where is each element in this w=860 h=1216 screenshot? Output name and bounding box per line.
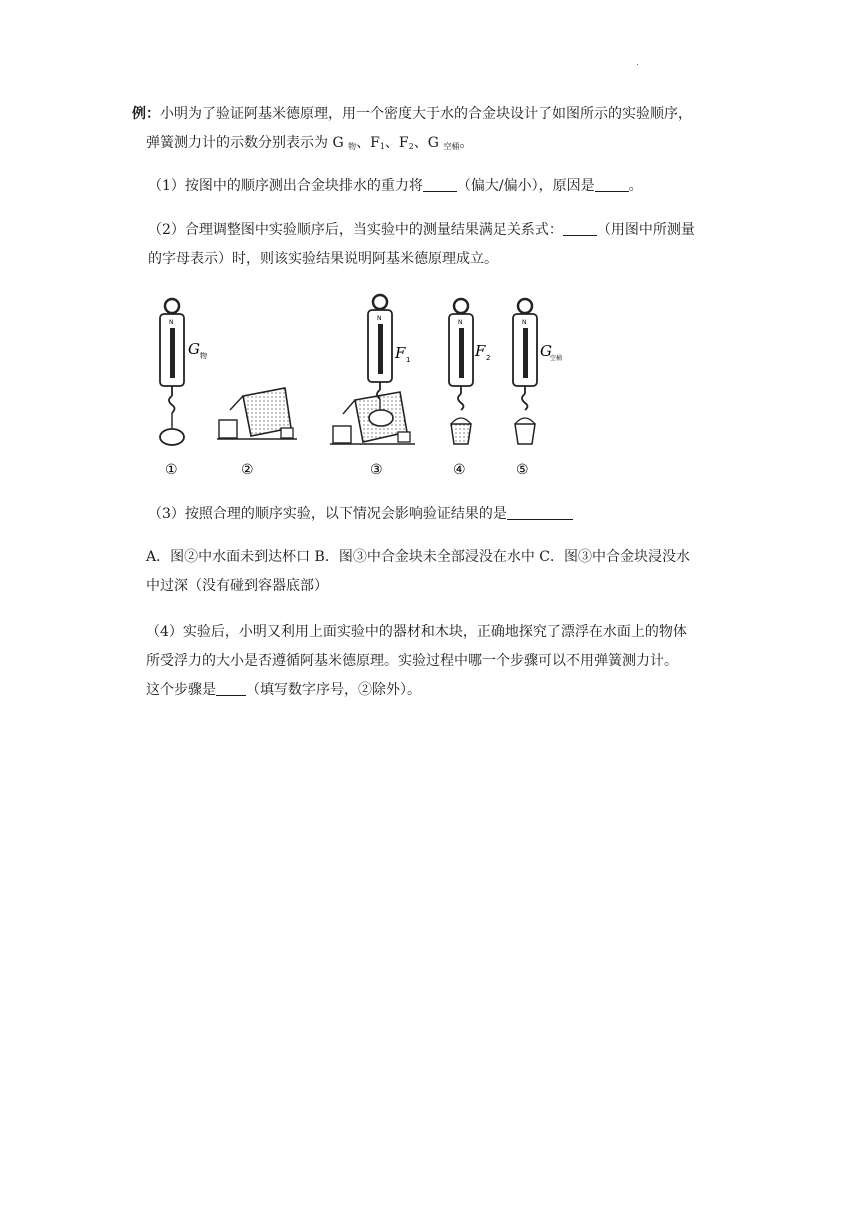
example-lead: 例： (132, 106, 160, 122)
example-line-2 (132, 129, 742, 161)
q2-text-2: （用图中所测量 (596, 222, 695, 238)
q4-line-3 (132, 676, 732, 705)
q4-line-2 (132, 647, 732, 676)
label-f2-sub: 2 (486, 354, 491, 362)
q1-blank-1[interactable] (423, 177, 457, 192)
q3-stem: （3）按照合理的顺序实验，以下情况会影响验证结果的是 (148, 506, 507, 522)
q4-blank[interactable] (216, 681, 246, 696)
question-2 (148, 216, 742, 274)
q3-options-text-1: A．图②中水面未到达杯口 B．图③中合金块未全部浸没在水中 C．图③中合金块浸没水 (146, 549, 691, 565)
sub-1: 1 (379, 142, 385, 151)
q1-blank-2[interactable] (595, 177, 629, 192)
label-g-kt: G (540, 342, 552, 360)
experiment-figure (155, 292, 565, 480)
step-label-1: ① (165, 462, 178, 478)
step-label-3: ③ (370, 462, 383, 478)
step-label-2: ② (241, 462, 254, 478)
q3-blank[interactable] (507, 505, 573, 520)
q3-options-line-2 (132, 572, 732, 601)
example-end: 。 (459, 135, 474, 151)
sub-wu: 物 (348, 142, 357, 151)
sep-2: 、F (384, 135, 409, 151)
q3-options-line-1 (132, 543, 732, 572)
spring-scale-4 (449, 299, 490, 444)
sep-3: 、G (413, 135, 444, 151)
q4-text-4: （填写数字序号，②除外）。 (246, 682, 421, 698)
q1-text-3: 。 (628, 178, 643, 194)
q4-text-3: 这个步骤是 (146, 682, 216, 698)
spring-scale-3 (330, 295, 415, 444)
header-dot: . (636, 58, 639, 68)
q2-blank[interactable] (563, 221, 597, 236)
question-3 (148, 500, 758, 529)
q1-text-1: （1）按图中的顺序测出合金块排水的重力将 (148, 178, 423, 194)
q2-text-3: 的字母表示）时，则该实验结果说明阿基米德原理成立。 (148, 251, 498, 267)
step-label-5: ⑤ (516, 462, 529, 478)
spring-scale-5 (513, 299, 562, 444)
label-f1-sub: 1 (406, 356, 411, 364)
q4-text-2: 所受浮力的大小是否遵循阿基米德原理。实验过程中哪一个步骤可以不用弹簧测力计。 (146, 653, 678, 669)
q3-options-text-2: 中过深（没有碰到容器底部） (146, 578, 328, 594)
sub-kongtong: 空桶 (443, 142, 460, 151)
label-g-wu: G (188, 340, 200, 358)
question-1 (148, 172, 758, 201)
label-f2: F (475, 342, 486, 360)
label-f1: F (395, 344, 406, 362)
experiment-illustration (155, 292, 565, 480)
example-paragraph (132, 100, 742, 161)
q4-line-1 (132, 618, 732, 647)
dial-n-1: N (169, 319, 174, 326)
label-g-kt-sub: 空桶 (550, 355, 563, 362)
q2-text-1: （2）合理调整图中实验顺序后，当实验中的测量结果满足关系式： (148, 222, 563, 238)
example-text-2: 弹簧测力计的示数分别表示为 G (146, 135, 349, 151)
dial-n-3: N (377, 315, 382, 322)
question-4 (132, 618, 732, 705)
label-g-wu-sub: 物 (200, 352, 207, 360)
q1-text-2: （偏大/偏小），原因是 (456, 178, 595, 194)
dial-n-5: N (522, 319, 527, 326)
spring-scale-1 (160, 299, 207, 445)
overflow-setup-2 (217, 388, 297, 439)
example-line-1 (132, 100, 742, 129)
dial-n-4: N (458, 319, 463, 326)
q2-line-1 (148, 216, 742, 245)
sub-2: 2 (408, 142, 414, 151)
sep-1: 、F (356, 135, 380, 151)
question-3-options (132, 543, 732, 601)
q4-text-1: （4）实验后，小明又利用上面实验中的器材和木块，正确地探究了漂浮在水面上的物体 (146, 624, 687, 640)
step-label-4: ④ (453, 462, 466, 478)
example-text-1: 小明为了验证阿基米德原理，用一个密度大于水的合金块设计了如图所示的实验顺序， (160, 106, 692, 122)
q2-line-2 (148, 245, 742, 274)
